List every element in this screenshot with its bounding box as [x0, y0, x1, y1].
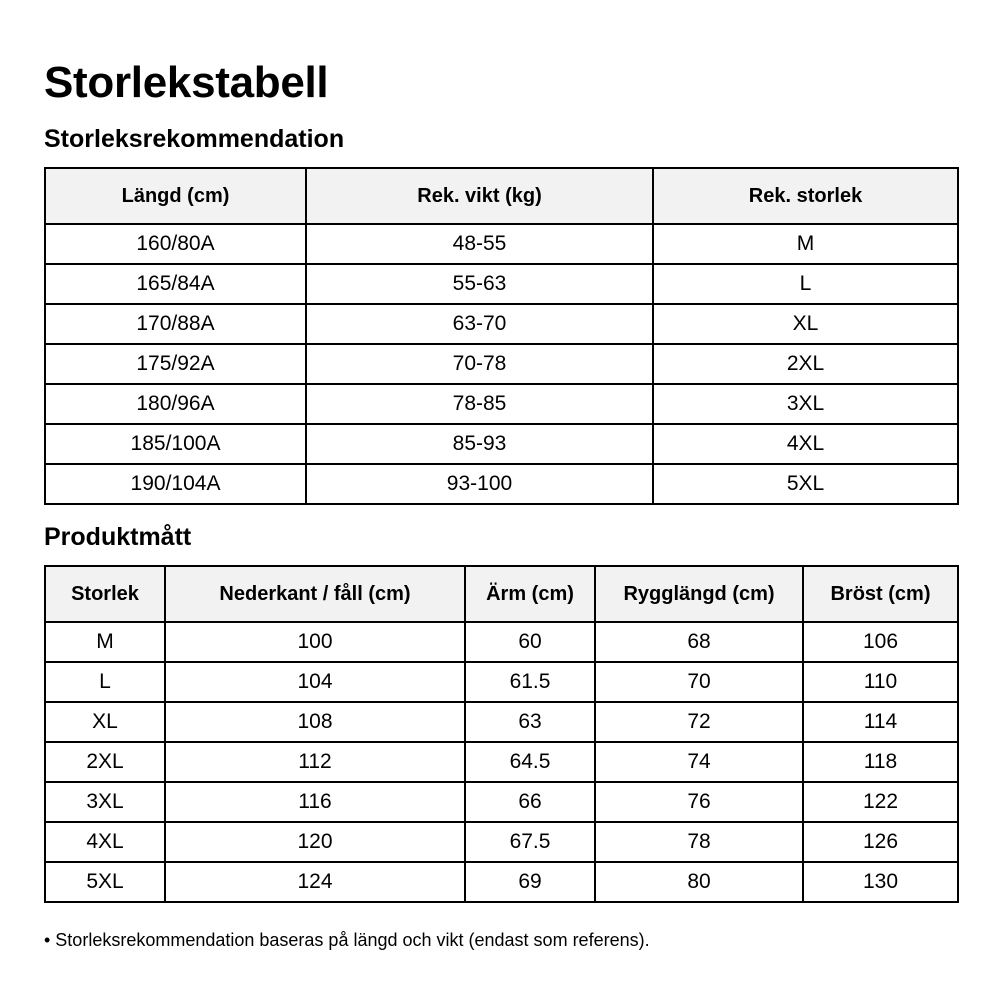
- table-cell: 85-93: [306, 424, 653, 464]
- table-cell: 93-100: [306, 464, 653, 504]
- column-header-length: Längd (cm): [45, 168, 306, 224]
- table-cell: 80: [595, 862, 803, 902]
- column-header-weight: Rek. vikt (kg): [306, 168, 653, 224]
- table-cell: 70: [595, 662, 803, 702]
- table-cell: XL: [45, 702, 165, 742]
- table-row: [45, 344, 958, 384]
- table-cell: 190/104A: [45, 464, 306, 504]
- table-cell: 78-85: [306, 384, 653, 424]
- recommendation-section-title: Storleksrekommendation: [44, 125, 345, 153]
- table-row: [45, 822, 958, 862]
- table-cell: 2XL: [45, 742, 165, 782]
- table-cell: 122: [803, 782, 958, 822]
- table-cell: 110: [803, 662, 958, 702]
- table-row: [45, 384, 958, 424]
- table-cell: 175/92A: [45, 344, 306, 384]
- column-header-size: Rek. storlek: [653, 168, 958, 224]
- table-cell: 4XL: [45, 822, 165, 862]
- table-cell: 185/100A: [45, 424, 306, 464]
- size-recommendation-table: [44, 167, 959, 505]
- table-cell: 126: [803, 822, 958, 862]
- product-measurements-section-title: Produktmått: [44, 523, 192, 551]
- table-cell: 114: [803, 702, 958, 742]
- table-cell: 64.5: [465, 742, 595, 782]
- table-cell: 76: [595, 782, 803, 822]
- column-header-back-length: Rygglängd (cm): [595, 566, 803, 622]
- table-cell: L: [653, 264, 958, 304]
- column-header-hem: Nederkant / fåll (cm): [165, 566, 465, 622]
- footnote: • Storleksrekommendation baseras på längd och vikt (endast som referens).: [44, 930, 650, 950]
- table-cell: 3XL: [653, 384, 958, 424]
- table-cell: 69: [465, 862, 595, 902]
- table-cell: 55-63: [306, 264, 653, 304]
- table-cell: 160/80A: [45, 224, 306, 264]
- table-cell: 72: [595, 702, 803, 742]
- table-cell: 60: [465, 622, 595, 662]
- table-cell: M: [653, 224, 958, 264]
- table-header-row: [45, 566, 958, 622]
- product-measurements-table: [44, 565, 959, 903]
- table-header-row: [45, 168, 958, 224]
- table-cell: 5XL: [45, 862, 165, 902]
- table-cell: 63-70: [306, 304, 653, 344]
- table-row: [45, 742, 958, 782]
- table-cell: 48-55: [306, 224, 653, 264]
- table-cell: 170/88A: [45, 304, 306, 344]
- column-header-sleeve: Ärm (cm): [465, 566, 595, 622]
- table-cell: 100: [165, 622, 465, 662]
- table-cell: 66: [465, 782, 595, 822]
- page-title: Storlekstabell: [44, 58, 329, 107]
- table-cell: 116: [165, 782, 465, 822]
- table-cell: 61.5: [465, 662, 595, 702]
- table-cell: 108: [165, 702, 465, 742]
- table-cell: 165/84A: [45, 264, 306, 304]
- table-cell: 118: [803, 742, 958, 782]
- table-row: [45, 622, 958, 662]
- table-row: [45, 264, 958, 304]
- table-row: [45, 862, 958, 902]
- table-cell: 5XL: [653, 464, 958, 504]
- table-cell: 68: [595, 622, 803, 662]
- table-cell: M: [45, 622, 165, 662]
- table-cell: 112: [165, 742, 465, 782]
- table-cell: 120: [165, 822, 465, 862]
- table-row: [45, 224, 958, 264]
- table-row: [45, 304, 958, 344]
- table-row: [45, 662, 958, 702]
- table-cell: 104: [165, 662, 465, 702]
- table-cell: XL: [653, 304, 958, 344]
- table-cell: 74: [595, 742, 803, 782]
- table-cell: L: [45, 662, 165, 702]
- column-header-chest: Bröst (cm): [803, 566, 958, 622]
- table-cell: 4XL: [653, 424, 958, 464]
- table-cell: 2XL: [653, 344, 958, 384]
- table-cell: 70-78: [306, 344, 653, 384]
- table-cell: 130: [803, 862, 958, 902]
- column-header-size: Storlek: [45, 566, 165, 622]
- table-row: [45, 782, 958, 822]
- table-row: [45, 702, 958, 742]
- table-cell: 180/96A: [45, 384, 306, 424]
- table-cell: 63: [465, 702, 595, 742]
- table-cell: 3XL: [45, 782, 165, 822]
- table-cell: 106: [803, 622, 958, 662]
- table-cell: 124: [165, 862, 465, 902]
- table-row: [45, 464, 958, 504]
- table-row: [45, 424, 958, 464]
- table-cell: 78: [595, 822, 803, 862]
- table-cell: 67.5: [465, 822, 595, 862]
